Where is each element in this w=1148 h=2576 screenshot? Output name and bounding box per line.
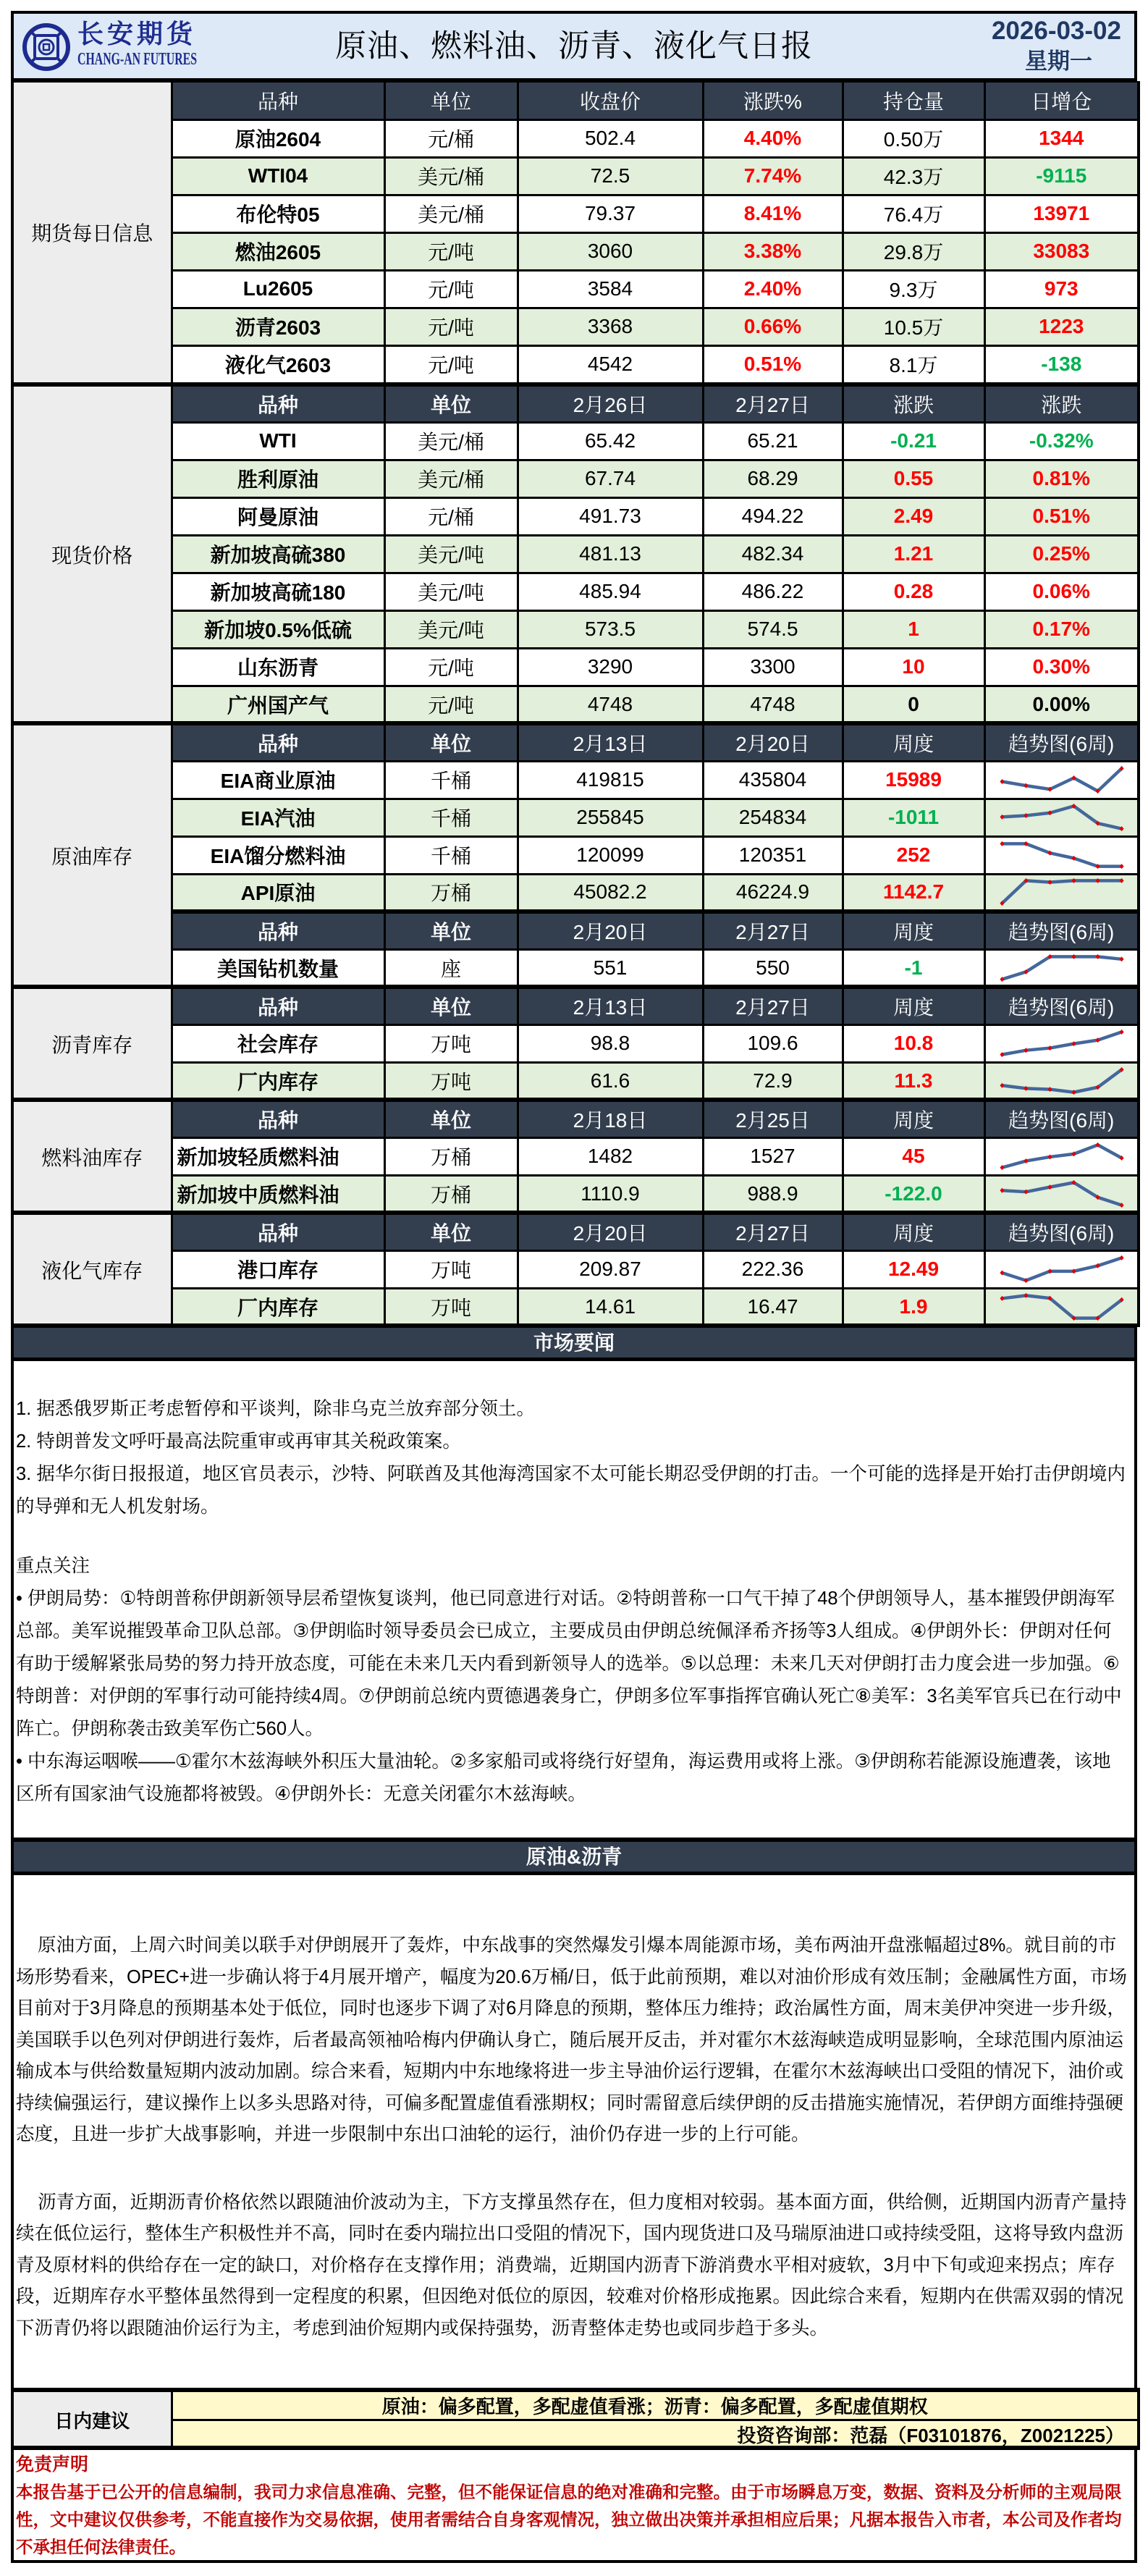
contract-name: 沥青2603 xyxy=(172,308,384,345)
lpg-inventory-table xyxy=(11,1211,1140,1327)
prev-value: 98.8 xyxy=(518,1024,703,1062)
column-header-weekly: 周度 xyxy=(843,1100,984,1137)
change: 10 xyxy=(843,648,984,686)
spot-row xyxy=(12,610,1139,648)
trend-sparkline-cell xyxy=(984,836,1139,874)
spot-section xyxy=(11,382,1137,725)
market-news-body xyxy=(11,1361,1137,1838)
focus-item: • 中东海运咽喉——①霍尔木兹海峡外积压大量油轮。②多家船司或将绕行好望角，海运费用或将上涨。③伊朗称若能源设施遭袭，该地区所有国家油气设施都将被毁。④伊朗外长：无意关闭霍尔木兹海峡。 xyxy=(16,1751,1111,1804)
spot-row xyxy=(12,422,1139,460)
curr-price: 4748 xyxy=(703,686,843,723)
disclaimer xyxy=(11,2446,1137,2563)
trend-sparkline-cell xyxy=(984,799,1139,836)
column-header-prev-date: 2月20日 xyxy=(518,912,703,949)
open-interest: 76.4万 xyxy=(843,195,984,232)
intraday-label: 日内建议 xyxy=(12,2390,172,2449)
column-header-prev-date: 2月13日 xyxy=(518,723,703,761)
inventory-row xyxy=(12,1137,1139,1175)
intraday-section xyxy=(11,2388,1137,2450)
change-pct: 0.51% xyxy=(703,345,843,383)
change-pct: 0.25% xyxy=(984,535,1139,573)
fuel-oil-inventory-header-row xyxy=(12,1100,1139,1137)
prev-value: 61.6 xyxy=(518,1062,703,1100)
open-interest: 29.8万 xyxy=(843,232,984,270)
section-label-fuel-oil-inventory: 燃料油库存 xyxy=(12,1100,172,1213)
inventory-row xyxy=(12,1288,1139,1326)
change: 0 xyxy=(843,686,984,723)
market-news-title: 市场要闻 xyxy=(11,1323,1137,1361)
column-header-weekly: 周度 xyxy=(843,723,984,761)
unit: 万桶 xyxy=(384,874,518,912)
curr-value: 120351 xyxy=(703,836,843,874)
section-label-lpg-inventory: 液化气库存 xyxy=(12,1213,172,1326)
column-header-curr-date: 2月27日 xyxy=(703,1213,843,1250)
section-label-futures: 期货每日信息 xyxy=(12,82,172,383)
weekly-change: 10.8 xyxy=(843,1024,984,1062)
crude-inventory-section xyxy=(11,721,1137,988)
contract-name: Lu2605 xyxy=(172,270,384,308)
column-header-close: 收盘价 xyxy=(518,82,703,119)
change: -0.21 xyxy=(843,422,984,460)
curr-value: 1527 xyxy=(703,1137,843,1175)
change-pct: 0.51% xyxy=(984,497,1139,535)
item-name: 厂内库存 xyxy=(172,1288,384,1326)
change: 2.49 xyxy=(843,497,984,535)
section-label-asphalt-inventory: 沥青库存 xyxy=(12,987,172,1100)
item-name: 社会库存 xyxy=(172,1024,384,1062)
weekly-change: 252 xyxy=(843,836,984,874)
intraday-analyst-row xyxy=(12,2420,1139,2449)
trend-sparkline-cell xyxy=(984,1062,1139,1100)
contract-name: 燃油2605 xyxy=(172,232,384,270)
column-header-name: 品种 xyxy=(172,987,384,1024)
contract-name: 液化气2603 xyxy=(172,345,384,383)
futures-section xyxy=(11,81,1137,384)
trend-sparkline xyxy=(987,801,1135,834)
close-price: 3060 xyxy=(518,232,703,270)
curr-value: 16.47 xyxy=(703,1288,843,1326)
weekly-change: -122.0 xyxy=(843,1175,984,1213)
product-name: 新加坡高硫380 xyxy=(172,535,384,573)
curr-value: 222.36 xyxy=(703,1250,843,1288)
curr-price: 494.22 xyxy=(703,497,843,535)
trend-sparkline xyxy=(987,763,1135,796)
weekly-change: 12.49 xyxy=(843,1250,984,1288)
spot-row xyxy=(12,497,1139,535)
oi-change: 973 xyxy=(984,270,1139,308)
intraday-table xyxy=(11,2388,1140,2450)
trend-sparkline xyxy=(987,1290,1135,1323)
brand-name-en: CHANG-AN FUTURES xyxy=(77,50,198,69)
open-interest: 8.1万 xyxy=(843,345,984,383)
curr-price: 574.5 xyxy=(703,610,843,648)
column-header-curr-date: 2月27日 xyxy=(703,912,843,949)
lpg-inventory-header-row xyxy=(12,1213,1139,1250)
close-price: 3584 xyxy=(518,270,703,308)
futures-row xyxy=(12,308,1139,345)
unit: 座 xyxy=(384,949,518,987)
open-interest: 0.50万 xyxy=(843,119,984,157)
spot-table xyxy=(11,382,1140,725)
column-header-unit: 单位 xyxy=(384,723,518,761)
close-price: 3368 xyxy=(518,308,703,345)
unit: 千桶 xyxy=(384,836,518,874)
spot-header-row xyxy=(12,384,1139,422)
unit: 美元/吨 xyxy=(384,610,518,648)
trend-sparkline xyxy=(987,1177,1135,1211)
column-header-prev-date: 2月20日 xyxy=(518,1213,703,1250)
item-name: 美国钻机数量 xyxy=(172,949,384,987)
inventory-row xyxy=(12,1250,1139,1288)
curr-value: 550 xyxy=(703,949,843,987)
change-pct: 0.66% xyxy=(703,308,843,345)
column-header-trend: 趋势图(6周) xyxy=(984,912,1139,949)
prev-value: 255845 xyxy=(518,799,703,836)
curr-value: 46224.9 xyxy=(703,874,843,912)
unit: 元/吨 xyxy=(384,648,518,686)
column-header-trend: 趋势图(6周) xyxy=(984,987,1139,1024)
product-name: 新加坡高硫180 xyxy=(172,573,384,610)
open-interest: 10.5万 xyxy=(843,308,984,345)
contract-name: 布伦特05 xyxy=(172,195,384,232)
unit: 美元/桶 xyxy=(384,195,518,232)
unit: 元/吨 xyxy=(384,308,518,345)
weekly-change: 15989 xyxy=(843,761,984,799)
inventory-row xyxy=(12,836,1139,874)
column-header-weekly: 周度 xyxy=(843,987,984,1024)
futures-row xyxy=(12,157,1139,195)
fuel-oil-inventory-table xyxy=(11,1098,1140,1214)
trend-sparkline-cell xyxy=(984,1175,1139,1213)
intraday-advice-row xyxy=(12,2390,1139,2420)
curr-value: 435804 xyxy=(703,761,843,799)
curr-value: 72.9 xyxy=(703,1062,843,1100)
inventory-row xyxy=(12,949,1139,987)
analyst-info: 投资咨询部：范磊（F03101876，Z0021225） xyxy=(172,2420,1139,2449)
disclaimer-title: 免责声明 xyxy=(16,2454,89,2475)
curr-price: 65.21 xyxy=(703,422,843,460)
product-name: WTI xyxy=(172,422,384,460)
open-interest: 9.3万 xyxy=(843,270,984,308)
unit: 万吨 xyxy=(384,1288,518,1326)
futures-row xyxy=(12,232,1139,270)
column-header-change-pct: 涨跌% xyxy=(703,82,843,119)
futures-header-row xyxy=(12,82,1139,119)
column-header-oi-change: 日增仓 xyxy=(984,82,1139,119)
crude-inventory-table xyxy=(11,721,1140,988)
change-pct: 3.38% xyxy=(703,232,843,270)
unit: 美元/桶 xyxy=(384,157,518,195)
prev-price: 481.13 xyxy=(518,535,703,573)
unit: 元/吨 xyxy=(384,270,518,308)
crude-inventory-header-row xyxy=(12,723,1139,761)
spot-row xyxy=(12,648,1139,686)
prev-value: 14.61 xyxy=(518,1288,703,1326)
prev-value: 419815 xyxy=(518,761,703,799)
oi-change: -9115 xyxy=(984,157,1139,195)
column-header-name: 品种 xyxy=(172,1213,384,1250)
unit: 万桶 xyxy=(384,1175,518,1213)
prev-value: 209.87 xyxy=(518,1250,703,1288)
prev-price: 491.73 xyxy=(518,497,703,535)
change: 1 xyxy=(843,610,984,648)
item-name: API原油 xyxy=(172,874,384,912)
analysis-title: 原油&沥青 xyxy=(11,1838,1137,1875)
weekly-change: 11.3 xyxy=(843,1062,984,1100)
asphalt-inventory-header-row xyxy=(12,987,1139,1024)
column-header-unit: 单位 xyxy=(384,1213,518,1250)
unit: 万桶 xyxy=(384,1137,518,1175)
weekly-change: 45 xyxy=(843,1137,984,1175)
trend-sparkline-cell xyxy=(984,1288,1139,1326)
change: 0.28 xyxy=(843,573,984,610)
column-header-open-interest: 持仓量 xyxy=(843,82,984,119)
news-item: 2. 特朗普发文呼吁最高法院重审或再审其关税政策案。 xyxy=(16,1431,461,1452)
item-name: 港口库存 xyxy=(172,1250,384,1288)
item-name: EIA汽油 xyxy=(172,799,384,836)
product-name: 新加坡0.5%低硫 xyxy=(172,610,384,648)
trend-sparkline-cell xyxy=(984,1024,1139,1062)
unit: 美元/吨 xyxy=(384,535,518,573)
unit: 千桶 xyxy=(384,799,518,836)
lpg-inventory-section xyxy=(11,1211,1137,1327)
change-pct: 7.74% xyxy=(703,157,843,195)
oi-change: 1223 xyxy=(984,308,1139,345)
trend-sparkline xyxy=(987,1027,1135,1060)
column-header-trend: 趋势图(6周) xyxy=(984,1213,1139,1250)
change-pct: -0.32% xyxy=(984,422,1139,460)
trend-sparkline xyxy=(987,1064,1135,1098)
trend-sparkline-cell xyxy=(984,1137,1139,1175)
column-header-prev-date: 2月26日 xyxy=(518,384,703,422)
rig-count-header-row xyxy=(12,912,1139,949)
column-header-trend: 趋势图(6周) xyxy=(984,723,1139,761)
item-name: 新加坡轻质燃料油 xyxy=(172,1137,384,1175)
column-header-name: 品种 xyxy=(172,82,384,119)
contract-name: WTI04 xyxy=(172,157,384,195)
report-header xyxy=(11,11,1137,81)
report-title: 原油、燃料油、沥青、液化气日报 xyxy=(335,29,813,64)
unit: 千桶 xyxy=(384,761,518,799)
curr-value: 988.9 xyxy=(703,1175,843,1213)
trend-sparkline-cell xyxy=(984,1250,1139,1288)
column-header-unit: 单位 xyxy=(384,384,518,422)
inventory-row xyxy=(12,1062,1139,1100)
spot-row xyxy=(12,686,1139,723)
prev-value: 1482 xyxy=(518,1137,703,1175)
item-name: 新加坡中质燃料油 xyxy=(172,1175,384,1213)
change-pct: 0.30% xyxy=(984,648,1139,686)
disclaimer-body: 本报告基于已公开的信息编制，我司力求信息准确、完整，但不能保证信息的绝对准确和完整。由于市场瞬息万变，数据、资料及分析师的主观局限性，文中建议仅供参考，不能直接作为交易依据，使用者需结合自身客观情况，独立做出决策并承担相应后果；凡据本报告入市者，本公司及作者均不承担任何法律责任。 xyxy=(16,2483,1122,2556)
unit: 万吨 xyxy=(384,1250,518,1288)
spacer xyxy=(16,1523,1128,1550)
unit: 美元/桶 xyxy=(384,460,518,497)
change-pct: 0.06% xyxy=(984,573,1139,610)
weekly-change: -1011 xyxy=(843,799,984,836)
trend-sparkline xyxy=(987,1140,1135,1173)
futures-row xyxy=(12,270,1139,308)
news-item: 3. 据华尔街日报报道，地区官员表示，沙特、阿联酋及其他海湾国家不太可能长期忍受伊朗的打击。一个可能的选择是开始打击伊朗境内的导弹和无人机发射场。 xyxy=(16,1464,1126,1517)
unit: 元/桶 xyxy=(384,119,518,157)
column-header-name: 品种 xyxy=(172,1100,384,1137)
change-pct: 0.00% xyxy=(984,686,1139,723)
column-header-curr-date: 2月20日 xyxy=(703,723,843,761)
report-weekday: 星期一 xyxy=(1025,49,1092,74)
column-header-name: 品种 xyxy=(172,384,384,422)
unit: 万吨 xyxy=(384,1062,518,1100)
prev-price: 65.42 xyxy=(518,422,703,460)
section-label-crude-inventory: 原油库存 xyxy=(12,723,172,987)
column-header-weekly: 周度 xyxy=(843,1213,984,1250)
trend-sparkline-cell xyxy=(984,949,1139,987)
column-header-change: 涨跌 xyxy=(843,384,984,422)
close-price: 502.4 xyxy=(518,119,703,157)
prev-value: 120099 xyxy=(518,836,703,874)
column-header-prev-date: 2月18日 xyxy=(518,1100,703,1137)
column-header-unit: 单位 xyxy=(384,1100,518,1137)
trend-sparkline-cell xyxy=(984,874,1139,912)
unit: 元/吨 xyxy=(384,686,518,723)
section-label-spot: 现货价格 xyxy=(12,384,172,723)
column-header-name: 品种 xyxy=(172,912,384,949)
column-header-unit: 单位 xyxy=(384,912,518,949)
spot-row xyxy=(12,535,1139,573)
unit: 美元/桶 xyxy=(384,422,518,460)
prev-value: 45082.2 xyxy=(518,874,703,912)
product-name: 广州国产气 xyxy=(172,686,384,723)
trend-sparkline xyxy=(987,875,1135,909)
unit: 元/吨 xyxy=(384,232,518,270)
curr-price: 68.29 xyxy=(703,460,843,497)
weekly-change: 1.9 xyxy=(843,1288,984,1326)
change-pct: 8.41% xyxy=(703,195,843,232)
close-price: 4542 xyxy=(518,345,703,383)
curr-price: 3300 xyxy=(703,648,843,686)
prev-price: 3290 xyxy=(518,648,703,686)
spot-row xyxy=(12,460,1139,497)
change-pct: 0.81% xyxy=(984,460,1139,497)
open-interest: 42.3万 xyxy=(843,157,984,195)
column-header-curr-date: 2月25日 xyxy=(703,1100,843,1137)
column-header-unit: 单位 xyxy=(384,987,518,1024)
oi-change: 13971 xyxy=(984,195,1139,232)
change-pct: 0.17% xyxy=(984,610,1139,648)
trend-sparkline xyxy=(987,1253,1135,1286)
prev-price: 4748 xyxy=(518,686,703,723)
brand-name-cn: 长安期货 xyxy=(77,19,197,49)
item-name: EIA商业原油 xyxy=(172,761,384,799)
product-name: 胜利原油 xyxy=(172,460,384,497)
asphalt-analysis: 沥青方面，近期沥青价格依然以跟随油价波动为主，下方支撑虽然存在，但力度相对较弱。基本面方面，供给侧，近期国内沥青产量持续在低位运行，整体生产积极性并不高，同时在委内瑞拉出口受阻的情况下，国内现货进口及马瑞原油进口或持续受阻，这将导致内盘沥青及原材料的供给存在一定的缺口，对价格存在支撑作用；消费端，近期国内沥青下游消费水平相对疲软，3月中下旬或迎来拐点；库存段，近期库存水平整体虽然得到一定程度的积累，但因绝对低位的原因，较难对价格形成拖累。因此综合来看，短期内在供需双弱的情况下沥青仍将以跟随油价运行为主，考虑到油价短期内或保持强势，沥青整体走势也或同步趋于多头。 xyxy=(16,2192,1127,2339)
item-name: EIA馏分燃料油 xyxy=(172,836,384,874)
change-pct: 4.40% xyxy=(703,119,843,157)
change: 1.21 xyxy=(843,535,984,573)
product-name: 山东沥青 xyxy=(172,648,384,686)
column-header-trend: 趋势图(6周) xyxy=(984,1100,1139,1137)
change-pct: 2.40% xyxy=(703,270,843,308)
fuel-oil-inventory-section xyxy=(11,1098,1137,1214)
trend-sparkline-cell xyxy=(984,761,1139,799)
spot-row xyxy=(12,573,1139,610)
item-name: 厂内库存 xyxy=(172,1062,384,1100)
asphalt-inventory-section xyxy=(11,985,1137,1101)
inventory-row xyxy=(12,874,1139,912)
futures-row xyxy=(12,119,1139,157)
prev-value: 551 xyxy=(518,949,703,987)
focus-item: • 伊朗局势：①特朗普称伊朗新领导层希望恢复谈判，他已同意进行对话。②特朗普称一口气干掉了48个伊朗领导人，基本摧毁伊朗海军总部。美军说摧毁革命卫队总部。③伊朗临时领导委员会已成立，主要成员由伊朗总统佩泽希齐扬等3人组成。④伊朗外长：伊朗对任何有助于缓解紧张局势的努力持开放态度，可能在未来几天内看到新领导人的选举。⑤以总理：未来几天对伊朗打击力度会进一步加强。⑥特朗普：对伊朗的军事行动可能持续4周。⑦伊朗前总统内贾德遇袭身亡，伊朗多位军事指挥官确认死亡⑧美军：3名美军官兵已在行动中阵亡。伊朗称袭击致美军伤亡560人。 xyxy=(16,1588,1122,1739)
contract-name: 原油2604 xyxy=(172,119,384,157)
unit: 元/桶 xyxy=(384,497,518,535)
prev-value: 1110.9 xyxy=(518,1175,703,1213)
unit: 元/吨 xyxy=(384,345,518,383)
curr-value: 254834 xyxy=(703,799,843,836)
futures-table xyxy=(11,81,1140,384)
curr-price: 486.22 xyxy=(703,573,843,610)
trend-sparkline xyxy=(987,838,1135,872)
focus-title: 重点关注 xyxy=(16,1556,90,1576)
column-header-prev-date: 2月13日 xyxy=(518,987,703,1024)
inventory-row xyxy=(12,761,1139,799)
prev-price: 67.74 xyxy=(518,460,703,497)
oi-change: 1344 xyxy=(984,119,1139,157)
asphalt-inventory-table xyxy=(11,985,1140,1101)
column-header-weekly: 周度 xyxy=(843,912,984,949)
product-name: 阿曼原油 xyxy=(172,497,384,535)
curr-value: 109.6 xyxy=(703,1024,843,1062)
column-header-name: 品种 xyxy=(172,723,384,761)
oi-change: 33083 xyxy=(984,232,1139,270)
news-item: 1. 据悉俄罗斯正考虑暂停和平谈判，除非乌克兰放弃部分领土。 xyxy=(16,1399,535,1419)
oi-change: -138 xyxy=(984,345,1139,383)
inventory-row xyxy=(12,1175,1139,1213)
report-date: 2026-03-02 xyxy=(991,17,1121,45)
prev-price: 573.5 xyxy=(518,610,703,648)
weekly-change: -1 xyxy=(843,949,984,987)
curr-price: 482.34 xyxy=(703,535,843,573)
intraday-advice: 原油：偏多配置，多配虚值看涨；沥青：偏多配置，多配虚值期权 xyxy=(172,2390,1139,2420)
analysis-body xyxy=(11,1875,1137,2388)
prev-price: 485.94 xyxy=(518,573,703,610)
unit: 万吨 xyxy=(384,1024,518,1062)
unit: 美元/吨 xyxy=(384,573,518,610)
weekly-change: 1142.7 xyxy=(843,874,984,912)
inventory-row xyxy=(12,799,1139,836)
column-header-curr-date: 2月27日 xyxy=(703,384,843,422)
close-price: 72.5 xyxy=(518,157,703,195)
column-header-change-pct: 涨跌 xyxy=(984,384,1139,422)
futures-row xyxy=(12,345,1139,383)
change: 0.55 xyxy=(843,460,984,497)
column-header-curr-date: 2月27日 xyxy=(703,987,843,1024)
trend-sparkline xyxy=(987,951,1135,985)
close-price: 79.37 xyxy=(518,195,703,232)
column-header-unit: 单位 xyxy=(384,82,518,119)
inventory-row xyxy=(12,1024,1139,1062)
futures-row xyxy=(12,195,1139,232)
crude-oil-analysis: 原油方面，上周六时间美以联手对伊朗展开了轰炸，中东战事的突然爆发引爆本周能源市场，美布两油开盘涨幅超过8%。就目前的市场形势看来，OPEC+进一步确认将于4月展开增产，幅度为20.6万桶/日，低于此前预期，难以对油价形成有效压制；金融属性方面，市场目前对于3月降息的预期基本处于低位，同时也逐步下调了对6月降息的预期，整体压力维持；政治属性方面，周末美伊冲突进一步升级，美国联手以色列对伊朗进行轰炸，后者最高领袖哈梅内伊确认身亡，随后展开反击，并对霍尔木兹海峡造成明显影响，全球范围内原油运输成本与供给数量短期内波动加剧。综合来看，短期内中东地缘将进一步主导油价运行逻辑，在霍尔木兹海峡出口受阻的情况下，油价或持续偏强运行，建议操作上以多头思路对待，可偏多配置虚值看涨期权；同时需留意后续伊朗的反击措施实施情况，若伊朗方面维持强硬态度，且进一步扩大战事影响，并进一步限制中东出口油轮的运行，油价仍存进一步的上行可能。 xyxy=(16,1935,1128,2144)
